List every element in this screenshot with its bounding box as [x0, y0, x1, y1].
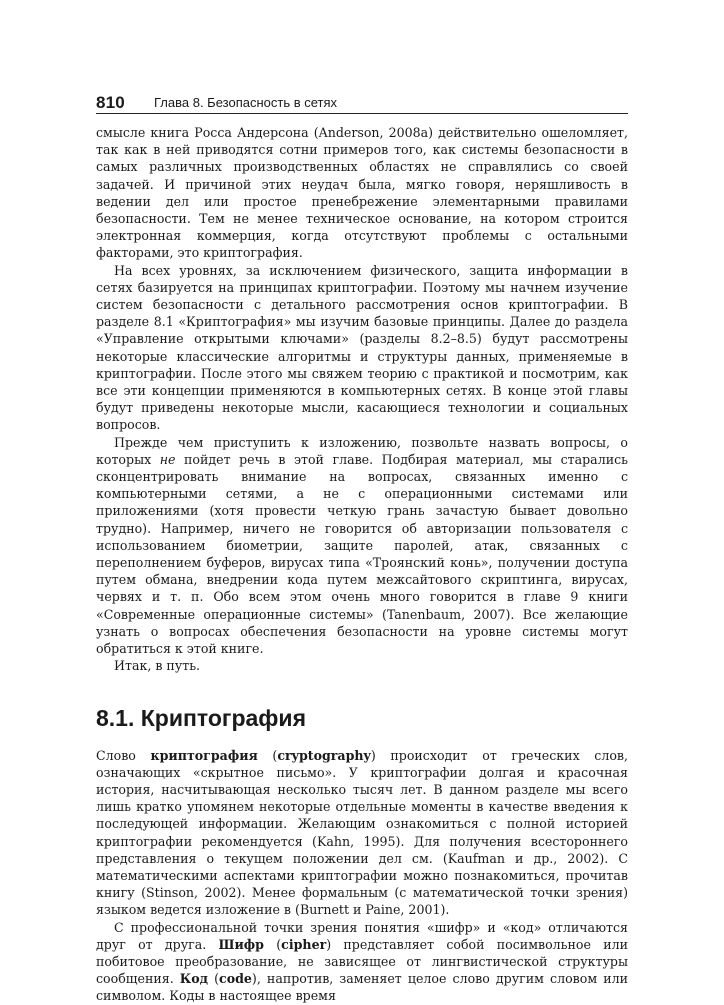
term-code-en: code: [219, 971, 252, 987]
text-span: ) происходит от греческих слов, означающих «скрытное письмо». У криптографии долгая и красочная история, насчитывающая несколько тысяч лет. В данном разделе мы всего лишь кратко упомянем некоторые отдельные моменты в качестве введения к последующей информации. Желающим ознакомиться с полной историей криптографии рекомендуется (Kahn, 1995). Для получения всестороннего представления о текущем положении дел см. (Kaufman и др., 2002). С математическими аспектами криптографии можно познакомиться, прочитав книгу (Stinson, 2002). Менее формальным (с математической точки зрения) языком ведется изложение в (Burnett и Paine, 2001).: [96, 747, 628, 918]
text-span: (: [263, 936, 282, 952]
section-paragraph-1: [96, 747, 628, 919]
paragraph-3: [96, 434, 628, 658]
paragraph-4: Итак, в путь.: [114, 658, 201, 674]
text-span: ) представляет собой посимвольное или побитовое преобразование, не зависящее от лингвистической структуры сообщения.: [96, 936, 629, 987]
running-title: Глава 8. Безопасность в сетях: [154, 95, 338, 110]
paragraph-3-rest: пойдет речь в этой главе. Подбирая материал, мы старались сконцентрировать внимание на вопросах, связанных именно с компьютерными сетями, а не с операционными системами или приложениями (хотя провести четкую грань зачастую бывает довольно трудно). Например, ничего не говорится об авторизации пользователя с использованием биометрии, защите паролей, атак, связанных с переполнением буферов, вирусах типа «Троянский конь», получении доступа путем обмана, внедрении кода путем межсайтового скриптинга, вирусах, червях и т. п. Обо всем этом очень много говорится в главе 9 книги «Современные операционные системы» (Tanenbaum, 2007). Все желающие узнать о вопросах обеспечения безопасности на уровне системы могут обратиться к этой книге.: [96, 451, 628, 657]
term-code-ru: Код: [179, 971, 209, 987]
term-cipher-en: cipher: [281, 936, 327, 952]
paragraph-2: На всех уровнях, за исключением физического, защита информации в сетях базируется на принципах криптографии. Поэтому мы начнем изучение систем безопасности с детального рассмотрения основ криптографии. В разделе 8.1 «Криптография» мы изучим базовые принципы. Далее до раздела «Управление открытыми ключами» (разделы 8.2–8.5) будут рассмотрены некоторые классические алгоритмы и структуры данных, применяемые в криптографии. После этого мы свяжем теорию с практикой и посмотрим, как все эти концепции применяются в компьютерных сетях. В конце этой главы будут приведены некоторые мысли, касающиеся технологии и социальных вопросов.: [96, 262, 628, 433]
text-span: ), напротив, заменяет целое слово другим словом или символом. Коды в настоящее время: [96, 971, 628, 1004]
term-cryptography-ru: криптография: [150, 747, 258, 763]
page-header: [96, 93, 628, 114]
text-span: С профессиональной точки зрения понятия «шифр» и «код» отличаются друг от друга.: [96, 919, 628, 952]
paragraph-3-start: Прежде чем приступить к изложению, позвольте назвать вопросы, о которых: [96, 434, 628, 467]
page-number: 810: [96, 93, 125, 112]
emphasis-not: не: [159, 451, 176, 467]
text-span: Слово: [96, 747, 151, 763]
text-span: (: [257, 747, 278, 763]
term-cryptography-en: cryptography: [277, 747, 371, 763]
term-cipher-ru: Шифр: [218, 936, 264, 952]
section-title: 8.1. Криптография: [96, 704, 306, 731]
section-paragraph-2: [96, 919, 628, 1005]
page-body: [96, 124, 628, 1005]
paragraph-1: смысле книга Росса Андерсона (Anderson, 2008a) действительно ошеломляет, так как в ней приводятся сотни примеров того, как системы безопасности в самых различных производственных областях не справлялись со своей задачей. И причиной этих неудач была, мягко говоря, неряшливость в ведении дел или простое пренебрежение элементарными правилами безопасности. Тем не менее техническое основание, на котором строится электронная коммерция, когда отсутствуют проблемы с остальными факторами, это криптография.: [96, 125, 628, 261]
text-span: (: [208, 971, 220, 987]
